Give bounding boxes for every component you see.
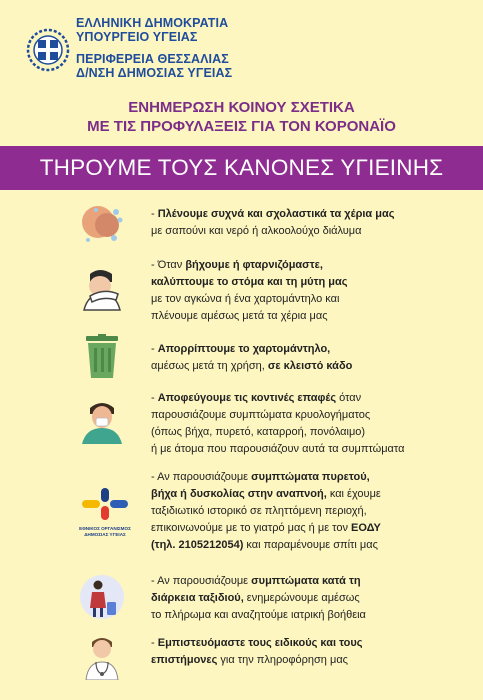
rule4-line2: παρουσιάζουμε συμπτώματα κρυολογήματος <box>151 409 371 421</box>
rule5-phone: (τηλ. 2105212054) <box>151 539 244 551</box>
rule7-bold-1: Εμπιστευόμαστε τους ειδικούς και τους <box>157 637 363 649</box>
header-line-4: Δ/ΝΣΗ ΔΗΜΟΣΙΑΣ ΥΓΕΙΑΣ <box>76 66 233 80</box>
rule5-eody: ΕΟΔΥ <box>351 522 381 534</box>
rule1-bold: Πλένουμε συχνά και σχολαστικά τα χέρια μας <box>157 208 395 220</box>
rule2-bold-1: βήχουμε ή φταρνιζόμαστε, <box>185 259 323 271</box>
rule1-line2: με σαπούνι και νερό ή αλκοολούχο διάλυμα <box>151 225 362 237</box>
rule2-line4: πλένουμε αμέσως μετά τα χέρια μας <box>151 310 328 322</box>
hygiene-rules-banner: ΤΗΡΟΥΜΕ ΤΟΥΣ ΚΑΝΟΝΕΣ ΥΓΙΕΙΝΗΣ <box>0 146 483 190</box>
rule6-suffix: ενημερώνουμε αμέσως <box>243 592 360 604</box>
rule-tissue-disposal <box>151 341 473 375</box>
traveler-icon <box>76 574 128 620</box>
header-line-3: ΠΕΡΙΦΕΡΕΙΑ ΘΕΣΣΑΛΙΑΣ <box>76 52 229 66</box>
rule-travel <box>151 573 473 624</box>
rule5-line4: επικοινωνούμε με το γιατρό μας ή με τον <box>151 522 352 534</box>
cough-elbow-icon <box>76 266 128 312</box>
hand-washing-icon <box>76 202 128 248</box>
rule5-bold-1: συμπτώματα πυρετού, <box>251 471 370 483</box>
trash-bin-icon <box>76 334 128 380</box>
greek-emblem-icon <box>26 28 70 72</box>
rule5-bold-2: βήχα ή δυσκολίας στην αναπνοή, <box>151 488 327 500</box>
rule4-suffix: όταν <box>336 392 362 404</box>
rule3-bold: Απορρίπτουμε το χαρτομάντηλο, <box>157 343 331 355</box>
rule7-suffix: για την πληροφόρηση μας <box>217 654 348 666</box>
rule-close-contact <box>151 390 473 458</box>
rule5-line3: ταξιδιωτικό ιστορικό σε πληττόμενη περιοχή, <box>151 505 367 517</box>
rule5-line5-rest: και παραμένουμε σπίτι μας <box>243 539 378 551</box>
rule5-prefix: - Αν παρουσιάζουμε <box>151 471 252 483</box>
rule-coughing <box>151 257 473 325</box>
rule7-bold-2: επιστήμονες <box>151 654 218 666</box>
rule4-prefix: - <box>151 392 158 404</box>
rule4-line4: ή με άτομα που παρουσιάζουν αυτά τα συμπτώματα <box>151 443 405 455</box>
rule2-bold-2: καλύπτουμε το στόμα και τη μύτη μας <box>151 276 348 288</box>
subtitle-line-2: ΜΕ ΤΙΣ ΠΡΟΦΥΛΑΞΕΙΣ ΓΙΑ ΤΟΝ ΚΟΡΟΝΑΪΟ <box>87 118 396 135</box>
rule6-prefix: - Αν παρουσιάζουμε <box>151 575 252 587</box>
rule-hand-washing <box>151 206 473 240</box>
doctor-icon <box>76 634 128 680</box>
rule5-suffix: και έχουμε <box>326 488 381 500</box>
eody-label <box>70 526 140 537</box>
rule-trust-experts <box>151 635 473 669</box>
rule4-bold: Αποφεύγουμε τις κοντινές επαφές <box>157 392 337 404</box>
rule6-bold-2: διάρκεια ταξιδιού, <box>151 592 244 604</box>
subtitle-line-1: ΕΝΗΜΕΡΩΣΗ ΚΟΙΝΟΥ ΣΧΕΤΙΚΑ <box>128 99 355 116</box>
ministry-header <box>26 16 286 82</box>
eody-label-line-2: ΔΗΜΟΣΙΑΣ ΥΓΕΙΑΣ <box>84 531 126 537</box>
rule4-line3: (όπως βήχα, πυρετό, καταρροή, πονόλαιμο) <box>151 426 366 438</box>
rule3-line2: αμέσως μετά τη χρήση, <box>151 360 268 372</box>
notice-subtitle <box>0 98 483 136</box>
rule7-prefix: - <box>151 637 158 649</box>
rule1-prefix: - <box>151 208 158 220</box>
eody-label-line-1: ΕΘΝΙΚΟΣ ΟΡΓΑΝΙΣΜΟΣ <box>79 526 131 531</box>
rule3-prefix: - <box>151 343 158 355</box>
sick-person-icon <box>76 398 128 444</box>
rule2-prefix: - Όταν <box>151 259 186 271</box>
header-line-1: ΕΛΛΗΝΙΚΗ ΔΗΜΟΚΡΑΤΙΑ <box>76 16 229 30</box>
rule6-bold-1: συμπτώματα κατά τη <box>251 575 361 587</box>
rule-symptoms-contact <box>151 469 473 554</box>
rule6-line3: το πλήρωμα και αναζητούμε ιατρική βοήθεια <box>151 609 366 621</box>
eody-cross-icon <box>70 486 140 526</box>
header-line-2: ΥΠΟΥΡΓΕΙΟ ΥΓΕΙΑΣ <box>76 30 198 44</box>
rule2-line3: με τον αγκώνα ή ένα χαρτομάντηλο και <box>151 293 340 305</box>
eody-logo <box>70 486 140 546</box>
rule3-bold-2: σε κλειστό κάδο <box>267 360 353 372</box>
